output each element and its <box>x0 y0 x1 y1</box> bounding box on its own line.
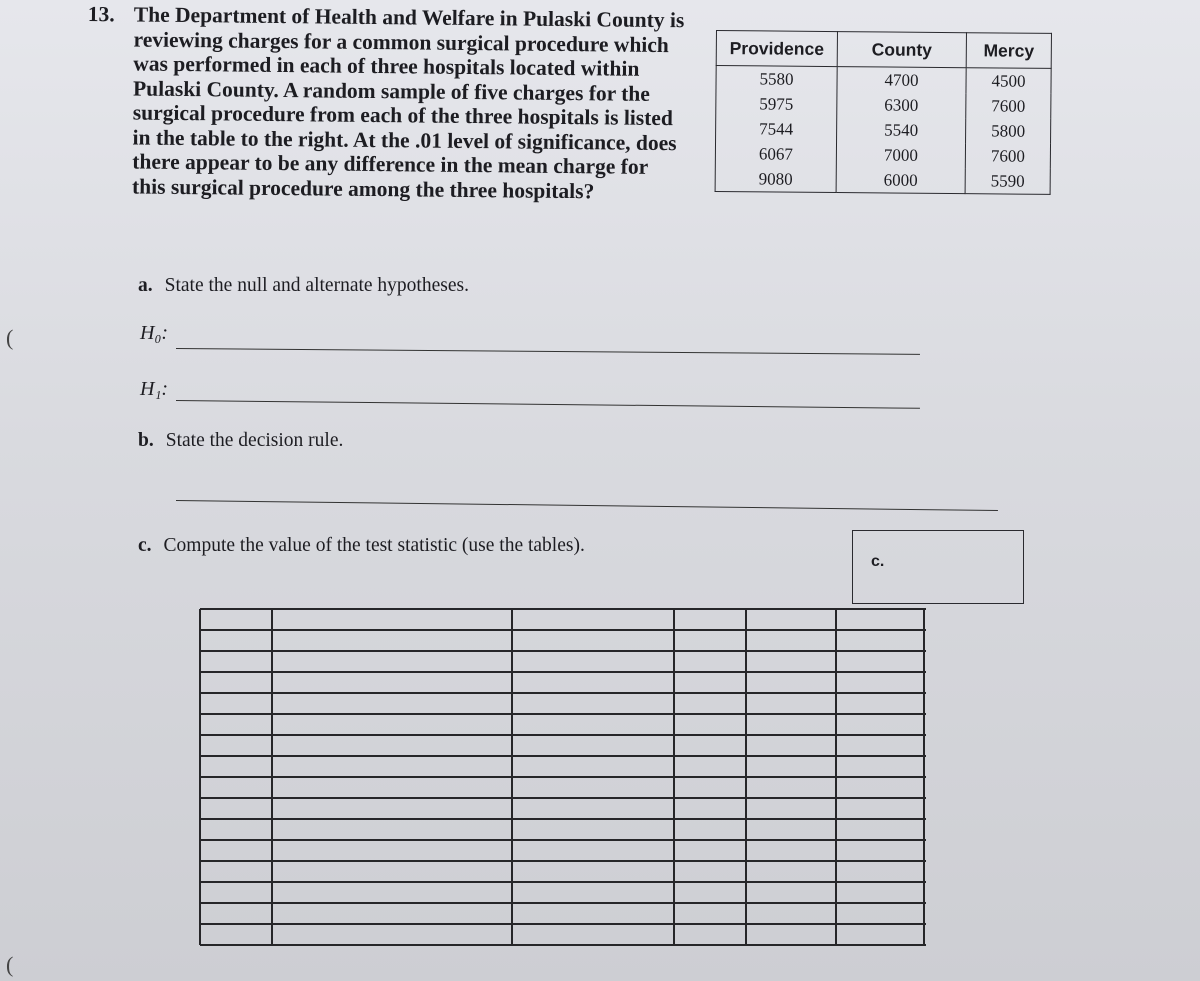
part-c-text: Compute the value of the test statistic (use the tables). <box>163 535 585 556</box>
table-cell: 5800 <box>966 118 1051 144</box>
margin-mark: ( <box>6 325 14 350</box>
header-county: County <box>837 32 966 68</box>
table-cell: 5975 <box>716 91 837 117</box>
table-cell: 7544 <box>716 116 837 142</box>
null-hypothesis-answer-line[interactable] <box>176 348 920 355</box>
problem-number: 13. <box>87 2 115 27</box>
table-cell: 5540 <box>837 117 966 143</box>
table-cell: 6067 <box>715 141 836 167</box>
table-cell: 9080 <box>715 166 836 193</box>
table-row <box>715 141 1050 169</box>
part-b-text: State the decision rule. <box>165 430 344 451</box>
worksheet-grid[interactable] <box>198 608 928 946</box>
table-cell: 4500 <box>966 68 1051 94</box>
problem-statement <box>86 2 688 204</box>
table-cell: 6000 <box>836 167 965 194</box>
table-row <box>716 66 1051 94</box>
part-b <box>138 430 343 452</box>
table-cell: 5590 <box>965 168 1050 194</box>
answer-box-label: c. <box>871 553 885 570</box>
table-cell: 7600 <box>966 93 1051 119</box>
alternate-hypothesis-label: H₁: <box>140 378 169 400</box>
table-row <box>715 166 1050 194</box>
table-row <box>716 116 1051 144</box>
table-cell: 5580 <box>716 66 837 93</box>
table-header-row <box>716 31 1051 69</box>
part-c <box>138 535 585 557</box>
header-mercy: Mercy <box>966 33 1051 69</box>
table-cell: 4700 <box>837 67 966 94</box>
margin-mark: ( <box>6 952 14 977</box>
problem-text: The Department of Health and Welfare in Pulaski County is reviewing charges for a common surgical procedure which was performed in each of three hospitals located within Pulaski County. A random sample of five charges for the surgical procedure from each of the three hospitals is listed in the table to the right. At the .01 level of significance, does there appear to be any difference in the mean charge for this surgical procedure among the three hospitals? <box>131 2 685 203</box>
null-hypothesis-label: H₀: <box>140 322 169 344</box>
decision-rule-answer-line[interactable] <box>176 500 998 511</box>
table-cell: 6300 <box>837 92 966 118</box>
table-cell: 7600 <box>965 143 1050 169</box>
part-a-letter: a. <box>138 275 153 296</box>
part-b-letter: b. <box>138 430 154 451</box>
test-statistic-answer-box[interactable] <box>852 530 1024 604</box>
table-cell: 7000 <box>836 142 965 168</box>
table-row <box>716 91 1051 119</box>
alternate-hypothesis-answer-line[interactable] <box>176 400 920 409</box>
header-providence: Providence <box>716 31 837 67</box>
hospital-charges-table <box>715 30 1052 195</box>
part-c-letter: c. <box>138 535 152 556</box>
part-a-text: State the null and alternate hypotheses. <box>164 275 469 296</box>
part-a <box>138 275 469 297</box>
